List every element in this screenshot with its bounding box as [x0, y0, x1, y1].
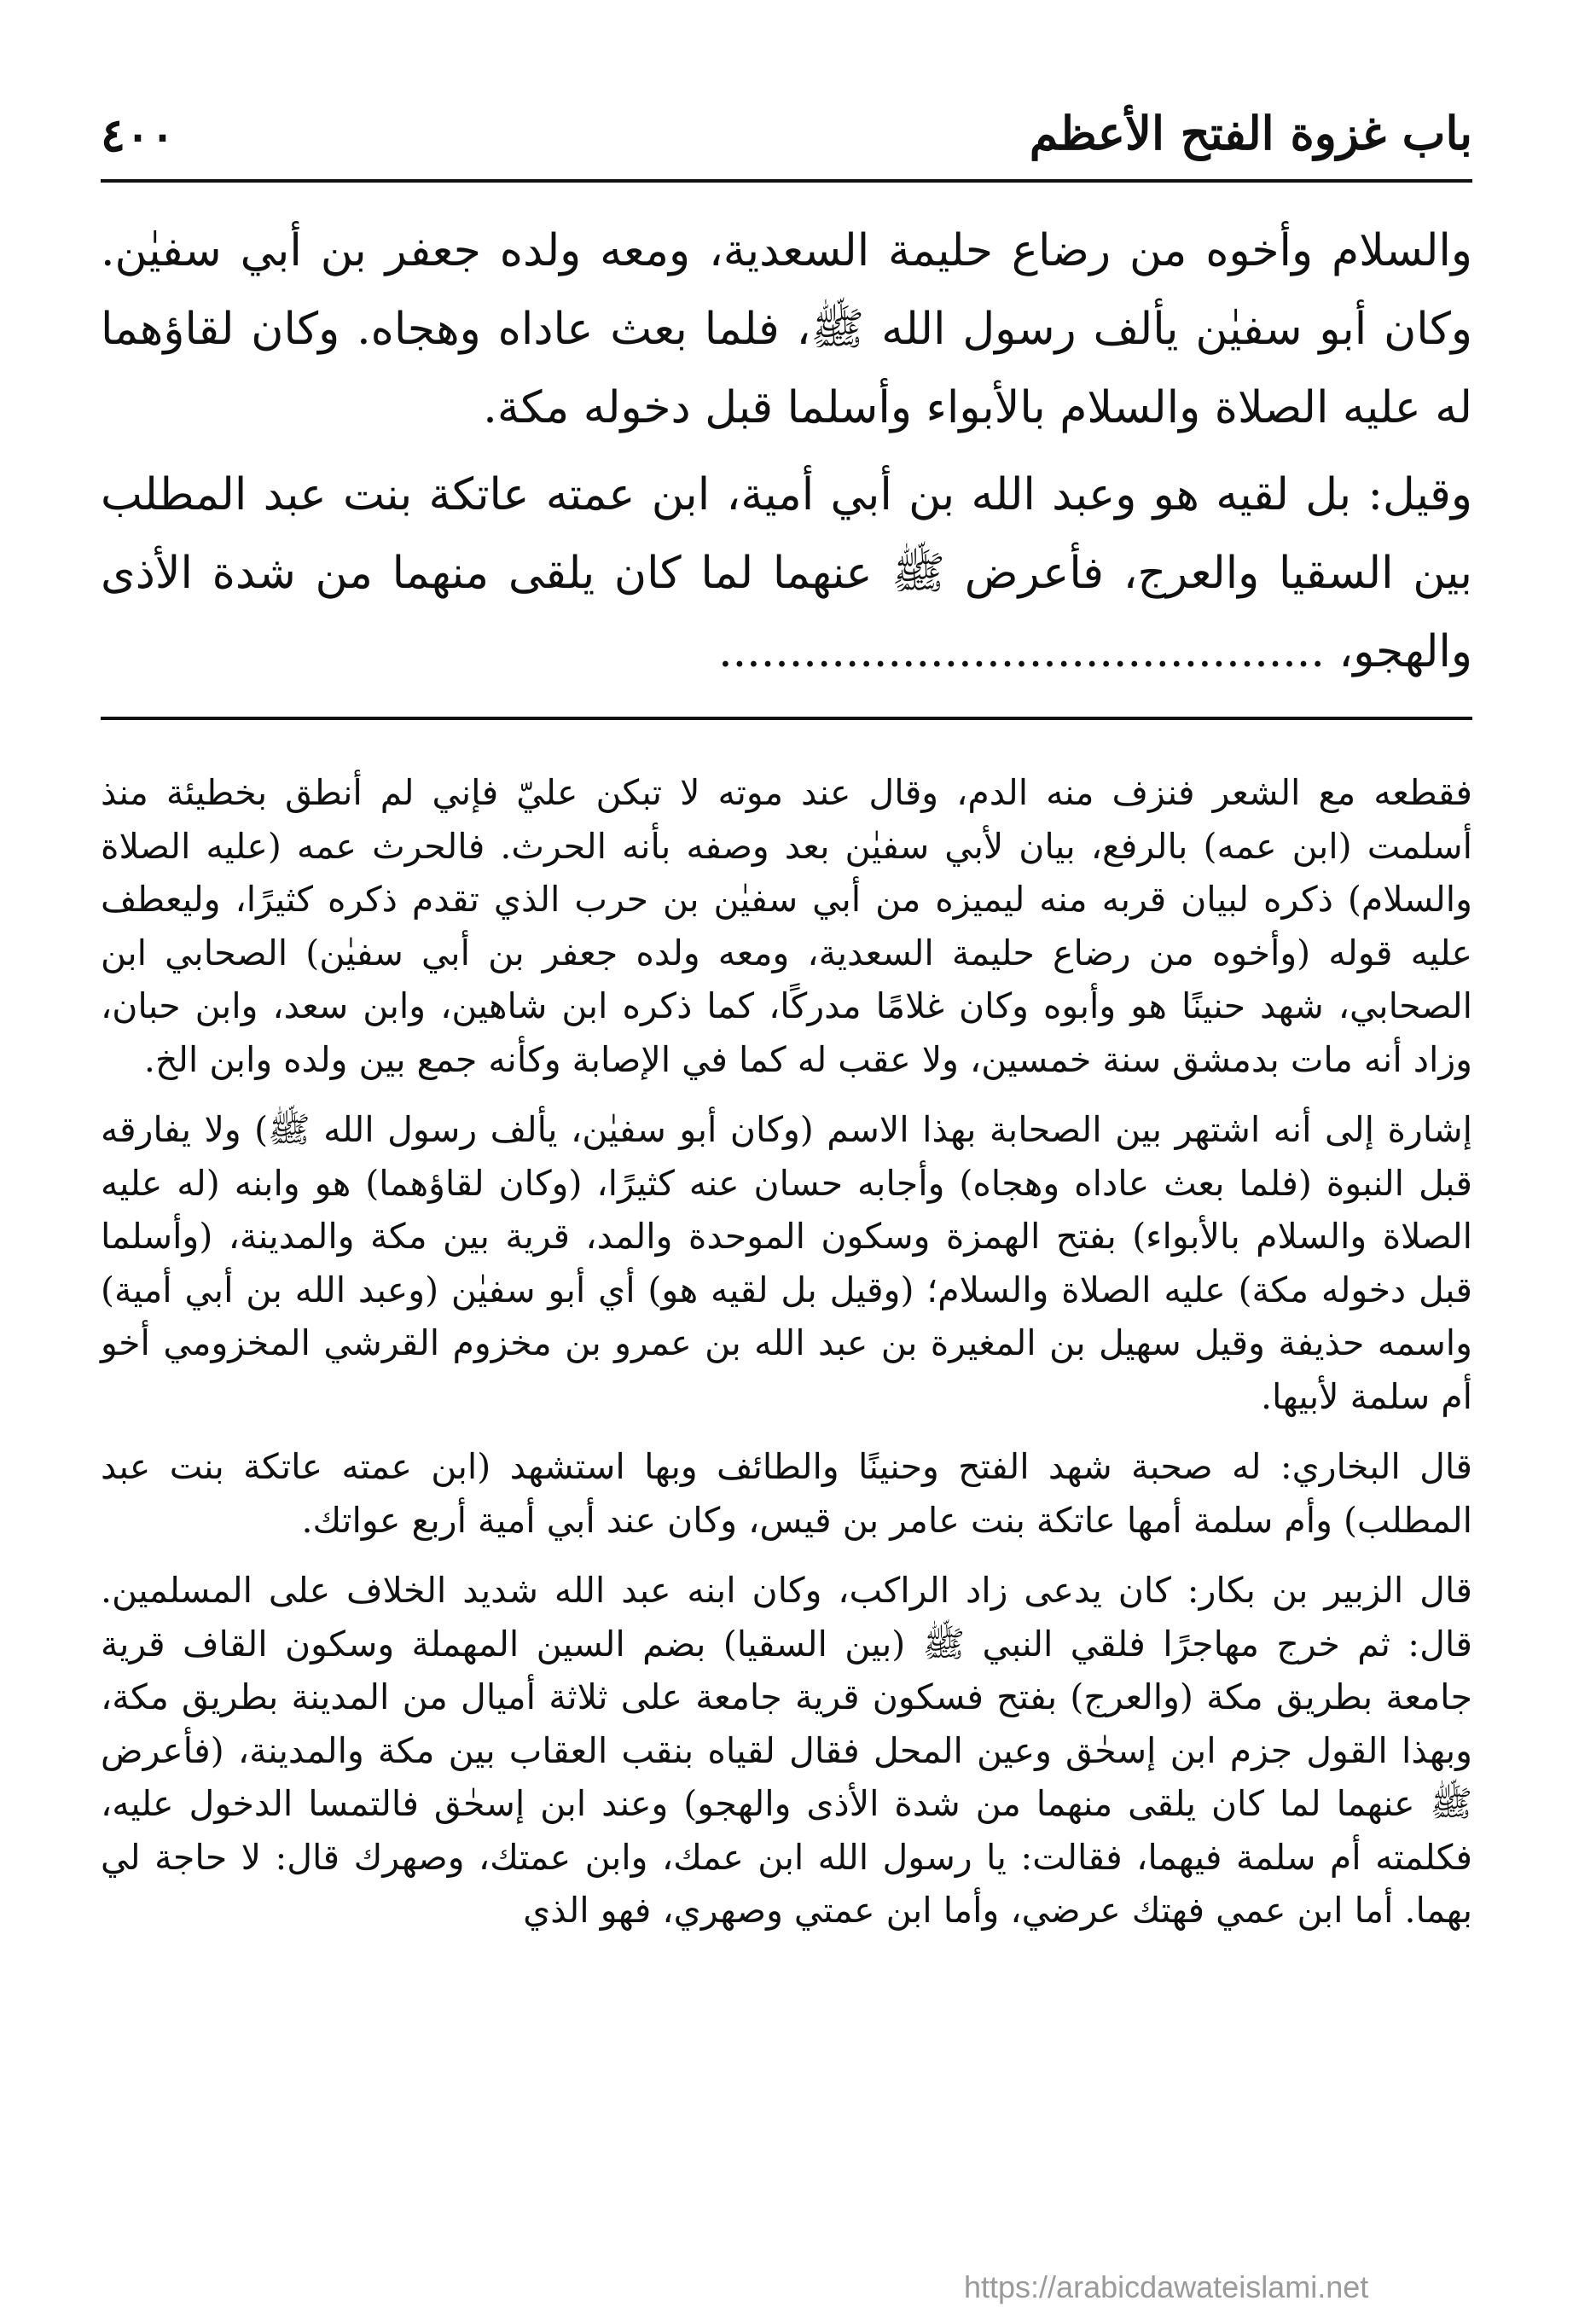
main-text-paragraph	[101, 456, 1472, 691]
running-title: باب غزوة الفتح الأعظم	[1029, 106, 1472, 160]
main-text-line: وقيل: بل لقيه هو وعبد الله بن أبي أمية، ابن عمته عاتكة بنت عبد المطلب بين السقيا والعرج، فأعرض ﷺ عنهما لما كان يلقى منهما من شدة الأذى والهجو،	[101, 469, 1472, 677]
page-number: ٤٠٠	[101, 107, 176, 162]
watermark-url: https://arabicdawateislami.net	[964, 2269, 1369, 2304]
page-header	[101, 101, 1472, 179]
commentary-paragraph: قال البخاري: له صحبة شهد الفتح وحنينًا والطائف وبها استشهد (ابن عمته عاتكة بنت عبد المطلب) وأم سلمة أمها عاتكة بنت عامر بن قيس، وكان عند أبي أمية أربع عواتك.	[101, 1446, 1472, 1541]
section-divider	[101, 717, 1472, 720]
commentary-paragraph: قال الزبير بن بكار: كان يدعى زاد الراكب، وكان ابنه عبد الله شديد الخلاف على المسلمين. قال: ثم خرج مهاجرًا فلقي النبي ﷺ (بين السقيا) بضم السين المهملة وسكون القاف قرية جامعة بطريق مكة (والعرج) بفتح فسكون قرية جامعة على ثلاثة أميال من المدينة بطريق مكة، وبهذا القول جزم ابن إسحٰق وعين المحل فقال لقياه بنقب العقاب بين مكة والمدينة، (فأعرض ﷺ عنهما لما كان يلقى منهما من شدة الأذى والهجو) وعند ابن إسحٰق فالتمسا الدخول عليه، فكلمته أم سلمة فيهما، فقالت: يا رسول الله ابن عمك، وابن عمتك، وصهرك قال: لا حاجة لي بهما. أما ابن عمي فهتك عرضي، وأما ابن عمتي وصهري، فهو الذي	[101, 1570, 1472, 1931]
header-rule	[101, 179, 1472, 183]
commentary-paragraph: فقطعه مع الشعر فنزف منه الدم، وقال عند موته لا تبكن عليّ فإني لم أنطق بخطيئة منذ أسلمت (ابن عمه) بالرفع، بيان لأبي سفيٰن بعد وصفه بأنه الحرث. فالحرث عمه (عليه الصلاة والسلام) ذكره لبيان قربه منه ليميزه من أبي سفيٰن بن حرب الذي تقدم ذكره كثيرًا، وليعطف عليه قوله (وأخوه من رضاع حليمة السعدية، ومعه ولده جعفر بن أبي سفيٰن) الصحابي ابن الصحابي، شهد حنينًا هو وأبوه وكان غلامًا مدركًا، كما ذكره ابن شاهين، وابن سعد، وابن حبان، وزاد أنه مات بدمشق سنة خمسين، ولا عقب له كما في الإصابة وكأنه جمع بين ولده وابن الخ.	[101, 772, 1472, 1080]
commentary-text	[101, 766, 1472, 1938]
continuation-dots: ...........................................	[718, 626, 1325, 677]
main-text	[101, 212, 1472, 691]
main-text-paragraph: والسلام وأخوه من رضاع حليمة السعدية، ومعه ولده جعفر بن أبي سفيٰن. وكان أبو سفيٰن يألف رسول الله ﷺ، فلما بعث عاداه وهجاه. وكان لقاؤهما له عليه الصلاة والسلام بالأبواء وأسلما قبل دخوله مكة.	[101, 225, 1472, 433]
commentary-paragraph: إشارة إلى أنه اشتهر بين الصحابة بهذا الاسم (وكان أبو سفيٰن، يألف رسول الله ﷺ) ولا يفارقه قبل النبوة (فلما بعث عاداه وهجاه) وأجابه حسان عنه كثيرًا، (وكان لقاؤهما) هو وابنه (له عليه الصلاة والسلام بالأبواء) بفتح الهمزة وسكون الموحدة والمد، قرية بين مكة والمدينة، (وأسلما قبل دخوله مكة) عليه الصلاة والسلام؛ (وقيل بل لقيه هو) أي أبو سفيٰن (وعبد الله بن أبي أمية) واسمه حذيفة وقيل سهيل بن المغيرة بن عبد الله بن عمرو بن مخزوم القرشي المخزومي أخو أم سلمة لأبيها.	[101, 1109, 1472, 1417]
